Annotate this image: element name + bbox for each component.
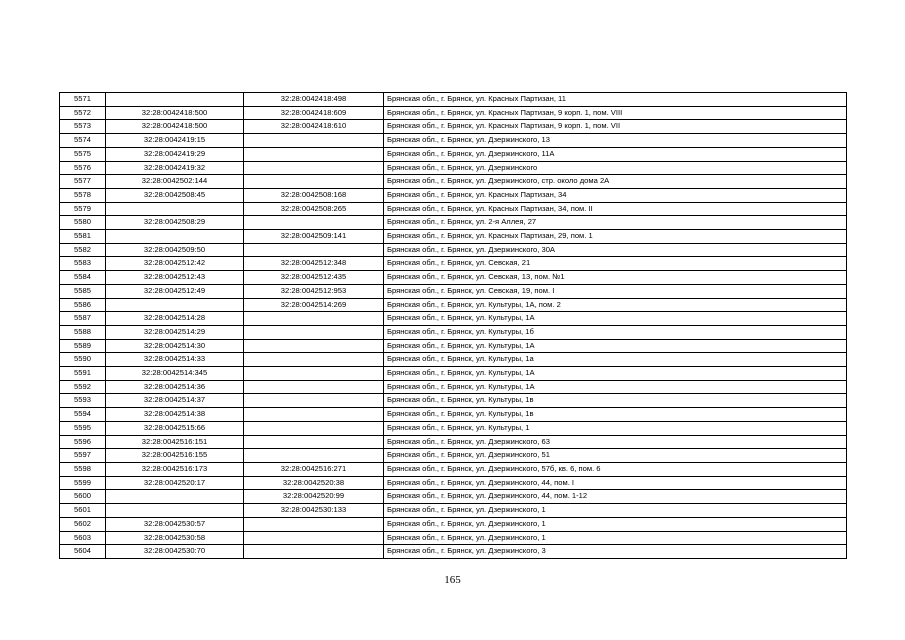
row-number-cell: 5571 (60, 93, 106, 107)
land-cadastral-number-cell: 32:28:0042502:144 (106, 175, 244, 189)
table-row (60, 462, 847, 476)
address-cell: Брянская обл., г. Брянск, ул. Красных Партизан, 9 корп. 1, пом. VII (384, 120, 847, 134)
address-cell: Брянская обл., г. Брянск, ул. Культуры, 1б (384, 325, 847, 339)
table-row (60, 284, 847, 298)
address-cell: Брянская обл., г. Брянск, ул. Дзержинского, 1 (384, 517, 847, 531)
land-cadastral-number-cell (106, 230, 244, 244)
object-cadastral-number-cell: 32:28:0042520:99 (244, 490, 384, 504)
land-cadastral-number-cell: 32:28:0042514:345 (106, 367, 244, 381)
row-number-cell: 5580 (60, 216, 106, 230)
row-number-cell: 5581 (60, 230, 106, 244)
address-cell: Брянская обл., г. Брянск, ул. Дзержинского, 13 (384, 134, 847, 148)
land-cadastral-number-cell: 32:28:0042530:57 (106, 517, 244, 531)
object-cadastral-number-cell (244, 161, 384, 175)
row-number-cell: 5574 (60, 134, 106, 148)
object-cadastral-number-cell (244, 367, 384, 381)
row-number-cell: 5588 (60, 325, 106, 339)
address-cell: Брянская обл., г. Брянск, ул. Культуры, 1а (384, 353, 847, 367)
address-cell: Брянская обл., г. Брянск, ул. Дзержинского, 1 (384, 531, 847, 545)
row-number-cell: 5578 (60, 188, 106, 202)
land-cadastral-number-cell (106, 93, 244, 107)
address-cell: Брянская обл., г. Брянск, ул. Дзержинского, 44, пом. I (384, 476, 847, 490)
land-cadastral-number-cell: 32:28:0042514:36 (106, 380, 244, 394)
table-row (60, 325, 847, 339)
row-number-cell: 5593 (60, 394, 106, 408)
land-cadastral-number-cell: 32:28:0042514:38 (106, 408, 244, 422)
row-number-cell: 5603 (60, 531, 106, 545)
object-cadastral-number-cell (244, 147, 384, 161)
object-cadastral-number-cell: 32:28:0042512:953 (244, 284, 384, 298)
row-number-cell: 5590 (60, 353, 106, 367)
address-cell: Брянская обл., г. Брянск, ул. 2-я Аллея, 27 (384, 216, 847, 230)
object-cadastral-number-cell (244, 435, 384, 449)
row-number-cell: 5586 (60, 298, 106, 312)
row-number-cell: 5592 (60, 380, 106, 394)
land-cadastral-number-cell: 32:28:0042514:30 (106, 339, 244, 353)
land-cadastral-number-cell: 32:28:0042530:70 (106, 545, 244, 559)
table-row (60, 243, 847, 257)
address-cell: Брянская обл., г. Брянск, ул. Дзержинского, 51 (384, 449, 847, 463)
address-cell: Брянская обл., г. Брянск, ул. Красных Партизан, 34 (384, 188, 847, 202)
address-cell: Брянская обл., г. Брянск, ул. Культуры, 1 (384, 421, 847, 435)
object-cadastral-number-cell: 32:28:0042418:498 (244, 93, 384, 107)
row-number-cell: 5597 (60, 449, 106, 463)
land-cadastral-number-cell: 32:28:0042418:500 (106, 106, 244, 120)
table-row (60, 120, 847, 134)
table-row (60, 93, 847, 107)
table-row (60, 188, 847, 202)
object-cadastral-number-cell: 32:28:0042520:38 (244, 476, 384, 490)
row-number-cell: 5589 (60, 339, 106, 353)
land-cadastral-number-cell: 32:28:0042418:500 (106, 120, 244, 134)
land-cadastral-number-cell: 32:28:0042508:29 (106, 216, 244, 230)
land-cadastral-number-cell: 32:28:0042516:155 (106, 449, 244, 463)
address-cell: Брянская обл., г. Брянск, ул. Дзержинского, 63 (384, 435, 847, 449)
land-cadastral-number-cell: 32:28:0042530:58 (106, 531, 244, 545)
registry-table-body (60, 93, 847, 559)
object-cadastral-number-cell (244, 531, 384, 545)
land-cadastral-number-cell: 32:28:0042419:15 (106, 134, 244, 148)
table-row (60, 312, 847, 326)
table-row (60, 490, 847, 504)
row-number-cell: 5583 (60, 257, 106, 271)
address-cell: Брянская обл., г. Брянск, ул. Красных Партизан, 9 корп. 1, пом. VIII (384, 106, 847, 120)
object-cadastral-number-cell: 32:28:0042516:271 (244, 462, 384, 476)
address-cell: Брянская обл., г. Брянск, ул. Дзержинского, стр. около дома 2А (384, 175, 847, 189)
table-row (60, 147, 847, 161)
table-row (60, 421, 847, 435)
object-cadastral-number-cell: 32:28:0042509:141 (244, 230, 384, 244)
address-cell: Брянская обл., г. Брянск, ул. Севская, 21 (384, 257, 847, 271)
address-cell: Брянская обл., г. Брянск, ул. Культуры, 1А (384, 380, 847, 394)
object-cadastral-number-cell (244, 421, 384, 435)
land-cadastral-number-cell: 32:28:0042512:43 (106, 271, 244, 285)
table-row (60, 545, 847, 559)
land-cadastral-number-cell: 32:28:0042516:151 (106, 435, 244, 449)
registry-table (59, 92, 847, 559)
object-cadastral-number-cell (244, 545, 384, 559)
table-row (60, 216, 847, 230)
object-cadastral-number-cell: 32:28:0042530:133 (244, 504, 384, 518)
land-cadastral-number-cell (106, 490, 244, 504)
land-cadastral-number-cell: 32:28:0042509:50 (106, 243, 244, 257)
row-number-cell: 5602 (60, 517, 106, 531)
address-cell: Брянская обл., г. Брянск, ул. Севская, 13, пом. №1 (384, 271, 847, 285)
table-row (60, 134, 847, 148)
address-cell: Брянская обл., г. Брянск, ул. Культуры, 1в (384, 394, 847, 408)
table-row (60, 449, 847, 463)
table-row (60, 394, 847, 408)
table-row (60, 435, 847, 449)
object-cadastral-number-cell (244, 380, 384, 394)
land-cadastral-number-cell: 32:28:0042419:32 (106, 161, 244, 175)
object-cadastral-number-cell (244, 216, 384, 230)
address-cell: Брянская обл., г. Брянск, ул. Культуры, 1А (384, 367, 847, 381)
object-cadastral-number-cell (244, 325, 384, 339)
row-number-cell: 5572 (60, 106, 106, 120)
address-cell: Брянская обл., г. Брянск, ул. Дзержинского, 57б, кв. 6, пом. 6 (384, 462, 847, 476)
row-number-cell: 5575 (60, 147, 106, 161)
row-number-cell: 5601 (60, 504, 106, 518)
address-cell: Брянская обл., г. Брянск, ул. Севская, 19, пом. I (384, 284, 847, 298)
table-row (60, 367, 847, 381)
address-cell: Брянская обл., г. Брянск, ул. Культуры, 1А, пом. 2 (384, 298, 847, 312)
row-number-cell: 5576 (60, 161, 106, 175)
land-cadastral-number-cell (106, 202, 244, 216)
land-cadastral-number-cell (106, 298, 244, 312)
object-cadastral-number-cell (244, 312, 384, 326)
object-cadastral-number-cell: 32:28:0042418:609 (244, 106, 384, 120)
row-number-cell: 5582 (60, 243, 106, 257)
object-cadastral-number-cell (244, 134, 384, 148)
table-row (60, 271, 847, 285)
land-cadastral-number-cell: 32:28:0042512:42 (106, 257, 244, 271)
row-number-cell: 5594 (60, 408, 106, 422)
land-cadastral-number-cell: 32:28:0042520:17 (106, 476, 244, 490)
address-cell: Брянская обл., г. Брянск, ул. Культуры, 1в (384, 408, 847, 422)
object-cadastral-number-cell (244, 175, 384, 189)
land-cadastral-number-cell: 32:28:0042514:29 (106, 325, 244, 339)
row-number-cell: 5599 (60, 476, 106, 490)
object-cadastral-number-cell (244, 449, 384, 463)
address-cell: Брянская обл., г. Брянск, ул. Дзержинского, 11А (384, 147, 847, 161)
object-cadastral-number-cell: 32:28:0042508:168 (244, 188, 384, 202)
land-cadastral-number-cell: 32:28:0042514:37 (106, 394, 244, 408)
row-number-cell: 5591 (60, 367, 106, 381)
table-row (60, 531, 847, 545)
address-cell: Брянская обл., г. Брянск, ул. Дзержинского, 3 (384, 545, 847, 559)
object-cadastral-number-cell (244, 353, 384, 367)
address-cell: Брянская обл., г. Брянск, ул. Красных Партизан, 34, пом. II (384, 202, 847, 216)
row-number-cell: 5579 (60, 202, 106, 216)
table-row (60, 202, 847, 216)
object-cadastral-number-cell (244, 517, 384, 531)
address-cell: Брянская обл., г. Брянск, ул. Дзержинского, 1 (384, 504, 847, 518)
object-cadastral-number-cell: 32:28:0042512:348 (244, 257, 384, 271)
table-row (60, 517, 847, 531)
table-row (60, 504, 847, 518)
land-cadastral-number-cell: 32:28:0042515:66 (106, 421, 244, 435)
address-cell: Брянская обл., г. Брянск, ул. Красных Партизан, 29, пом. 1 (384, 230, 847, 244)
table-row (60, 257, 847, 271)
land-cadastral-number-cell: 32:28:0042512:49 (106, 284, 244, 298)
land-cadastral-number-cell: 32:28:0042514:28 (106, 312, 244, 326)
row-number-cell: 5600 (60, 490, 106, 504)
object-cadastral-number-cell: 32:28:0042508:265 (244, 202, 384, 216)
table-row (60, 230, 847, 244)
row-number-cell: 5596 (60, 435, 106, 449)
land-cadastral-number-cell: 32:28:0042419:29 (106, 147, 244, 161)
object-cadastral-number-cell (244, 394, 384, 408)
table-row (60, 106, 847, 120)
address-cell: Брянская обл., г. Брянск, ул. Дзержинского, 44, пом. 1-12 (384, 490, 847, 504)
row-number-cell: 5584 (60, 271, 106, 285)
object-cadastral-number-cell: 32:28:0042418:610 (244, 120, 384, 134)
land-cadastral-number-cell: 32:28:0042516:173 (106, 462, 244, 476)
row-number-cell: 5604 (60, 545, 106, 559)
row-number-cell: 5595 (60, 421, 106, 435)
object-cadastral-number-cell (244, 243, 384, 257)
table-row (60, 298, 847, 312)
land-cadastral-number-cell (106, 504, 244, 518)
land-cadastral-number-cell: 32:28:0042508:45 (106, 188, 244, 202)
table-row (60, 408, 847, 422)
table-row (60, 339, 847, 353)
table-row (60, 161, 847, 175)
table-row (60, 175, 847, 189)
address-cell: Брянская обл., г. Брянск, ул. Культуры, 1А (384, 312, 847, 326)
object-cadastral-number-cell: 32:28:0042512:435 (244, 271, 384, 285)
object-cadastral-number-cell (244, 339, 384, 353)
table-row (60, 380, 847, 394)
table-row (60, 476, 847, 490)
object-cadastral-number-cell: 32:28:0042514:269 (244, 298, 384, 312)
address-cell: Брянская обл., г. Брянск, ул. Дзержинского, 30А (384, 243, 847, 257)
row-number-cell: 5577 (60, 175, 106, 189)
table-row (60, 353, 847, 367)
address-cell: Брянская обл., г. Брянск, ул. Красных Партизан, 11 (384, 93, 847, 107)
address-cell: Брянская обл., г. Брянск, ул. Культуры, 1А (384, 339, 847, 353)
row-number-cell: 5598 (60, 462, 106, 476)
row-number-cell: 5587 (60, 312, 106, 326)
page-number: 165 (444, 574, 461, 586)
object-cadastral-number-cell (244, 408, 384, 422)
row-number-cell: 5573 (60, 120, 106, 134)
land-cadastral-number-cell: 32:28:0042514:33 (106, 353, 244, 367)
address-cell: Брянская обл., г. Брянск, ул. Дзержинского (384, 161, 847, 175)
row-number-cell: 5585 (60, 284, 106, 298)
